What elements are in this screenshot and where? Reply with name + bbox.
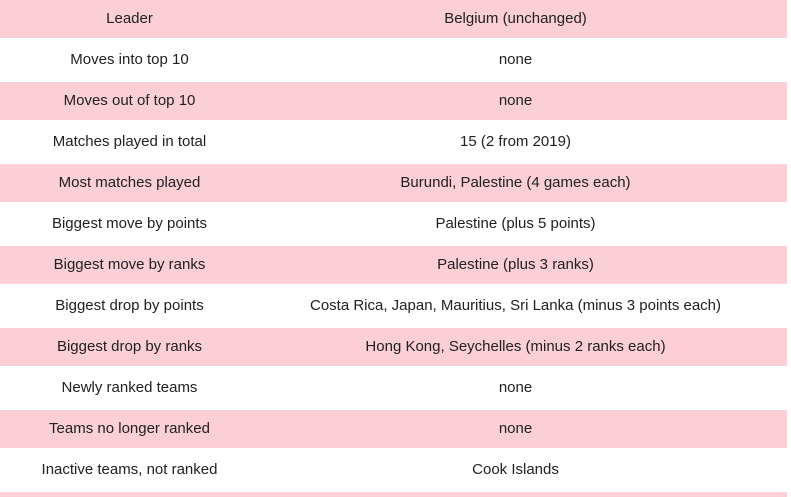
row-label: Inactive teams, not ranked <box>41 461 218 478</box>
row-label: Moves into top 10 <box>70 51 189 68</box>
row-label: Biggest drop by ranks <box>56 338 203 355</box>
table-row <box>0 164 787 205</box>
table-row <box>0 0 787 41</box>
row-value: Hong Kong, Seychelles (minus 2 ranks each) <box>365 338 666 355</box>
row-value: Belgium (unchanged) <box>444 10 587 27</box>
row-value: none <box>498 420 533 437</box>
row-label: Biggest move by points <box>51 215 208 232</box>
table-row <box>0 41 787 82</box>
row-value: Palestine (plus 3 ranks) <box>437 256 594 273</box>
row-value: Burundi, Palestine (4 games each) <box>400 174 631 191</box>
row-value: none <box>498 51 533 68</box>
row-value: none <box>498 379 533 396</box>
table-row <box>0 123 787 164</box>
row-label: Matches played in total <box>52 133 207 150</box>
row-value: Palestine (plus 5 points) <box>435 215 596 232</box>
row-label: Teams no longer ranked <box>49 420 210 437</box>
row-value: Cook Islands <box>472 461 559 478</box>
table-row <box>0 246 787 287</box>
row-value: Costa Rica, Japan, Mauritius, Sri Lanka (minus 3 points each) <box>309 297 722 314</box>
table-row <box>0 410 787 451</box>
table-row <box>0 82 787 123</box>
row-label: Most matches played <box>58 174 201 191</box>
row-value: none <box>498 92 533 109</box>
table-row <box>0 205 787 246</box>
table-row <box>0 287 787 328</box>
row-value: 15 (2 from 2019) <box>460 133 571 150</box>
table-row <box>0 369 787 410</box>
table-row <box>0 451 787 492</box>
table-row <box>0 328 787 369</box>
row-label: Newly ranked teams <box>61 379 198 396</box>
row-label: Biggest move by ranks <box>53 256 206 273</box>
row-label: Moves out of top 10 <box>63 92 196 109</box>
row-label: Biggest drop by points <box>55 297 204 314</box>
row-label: Leader <box>106 10 153 27</box>
next-row-partial <box>0 492 787 497</box>
